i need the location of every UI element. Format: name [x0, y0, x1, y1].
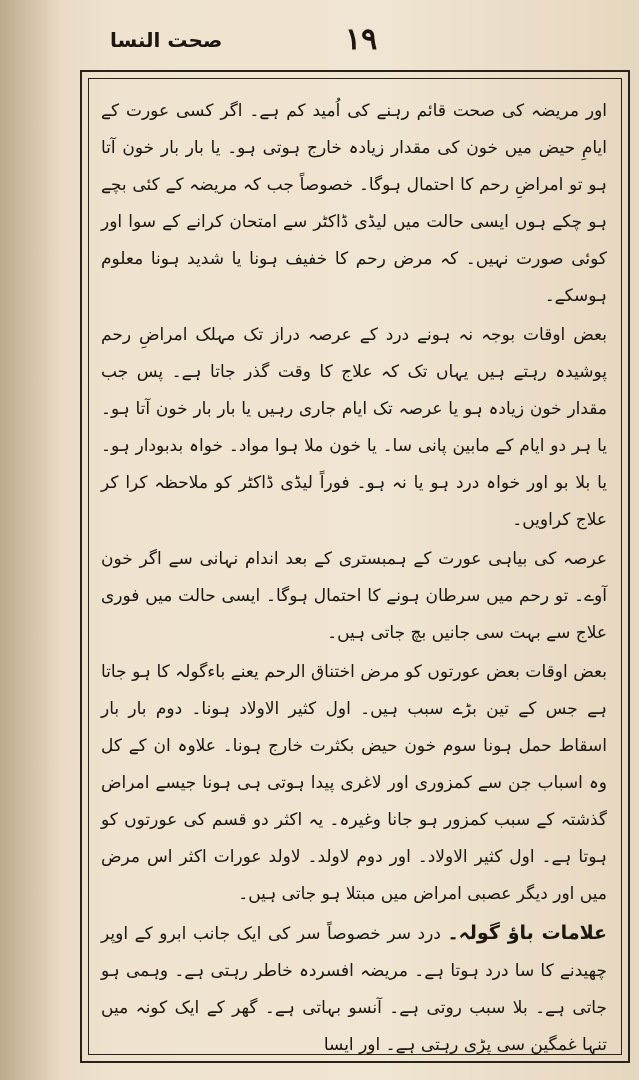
page-number: ١٩ — [345, 22, 378, 57]
text-frame-outer — [80, 70, 630, 1063]
section-heading: علامات باؤ گولہ۔ — [447, 922, 607, 944]
paragraph-4: بعض اوقات بعض عورتوں کو مرض اختناق الرحم یعنے باءگولہ کا ہو جاتا ہے جس کے تین بڑے سبب ہیں۔ اول کثیر الاولاد ہونا۔ دوم بار بار اسقاط حمل ہونا سوم خون حیض بکثرت خارج ہونا۔ علاوہ ان کے کل وہ اسباب جن سے کمزوری اور لاغری پیدا ہوتی ہی ہونا جیسے امراض گذشتہ کے سبب کمزور ہو جانا وغیرہ۔ یہ اکثر دو قسم کی عورتوں کو ہوتا ہے۔ اول کثیر الاولاد۔ اور دوم لاولد۔ لاولد عورات اکثر اس مرض میں اور دیگر عصبی امراض میں مبتلا ہو جاتی ہیں۔ — [101, 662, 607, 904]
binding-shadow — [0, 0, 60, 1080]
paragraph-5-text: درد سر خصوصاً سر کی ایک جانب ابرو کے اوپر چھیدنے کا سا درد ہوتا ہے۔ مریضہ افسردہ خاطر رہتی ہے۔ وہمی ہو جاتی ہے۔ بلا سبب روتی ہے۔ آنسو بہاتی ہے۔ گھر کے ایک کونہ میں تنہا غمگین سی پڑی رہتی ہے۔ اور ایسا — [101, 924, 607, 1055]
paragraph-2: بعض اوقات بوجہ نہ ہونے درد کے عرصہ دراز تک مہلک امراضِ رحم پوشیدہ رہتے ہیں یہاں تک کہ علاج کا وقت گذر جاتا ہے۔ پس جب مقدار خون زیادہ ہو یا عرصہ تک ایام جاری رہیں یا بار بار خون آتا ہو۔ یا ہر دو ایام کے مابین پانی سا۔ یا خون ملا ہوا مواد۔ خواہ بدبودار ہو۔ یا بلا بو اور خواہ درد ہو یا نہ ہو۔ فوراً لیڈی ڈاکٹر کو ملاحظہ کرا کر علاج کراویں۔ — [101, 325, 607, 530]
body-text — [101, 93, 607, 1055]
running-title: صحت النسا — [110, 28, 223, 52]
page-header — [80, 18, 609, 68]
paragraph-3: عرصہ کی بیاہی عورت کے ہمبستری کے بعد اندام نہانی سے اگر خون آوے۔ تو رحم میں سرطان ہونے کا احتمال ہوگا۔ ایسی حالت میں فوری علاج سے بہت سی جانیں بچ جاتی ہیں۔ — [101, 549, 607, 643]
paragraph-5 — [101, 915, 607, 1064]
paragraph-1: اور مریضہ کی صحت قائم رہنے کی اُمید کم ہے۔ اگر کسی عورت کے ایامِ حیض میں خون کی مقدار زیادہ خارج ہوتی ہو۔ یا بار بار خون آتا ہو تو امراضِ رحم کا احتمال ہوگا۔ خصوصاً جب کہ مریضہ کے کئی بچے ہو چکے ہوں ایسی حالت میں لیڈی ڈاکٹر سے امتحان کرانے کے سوا اور کوئی صورت نہیں۔ کہ مرض رحم کا خفیف ہونا یا شدید ہونا معلوم ہوسکے۔ — [101, 101, 607, 306]
text-frame-inner — [88, 78, 622, 1055]
